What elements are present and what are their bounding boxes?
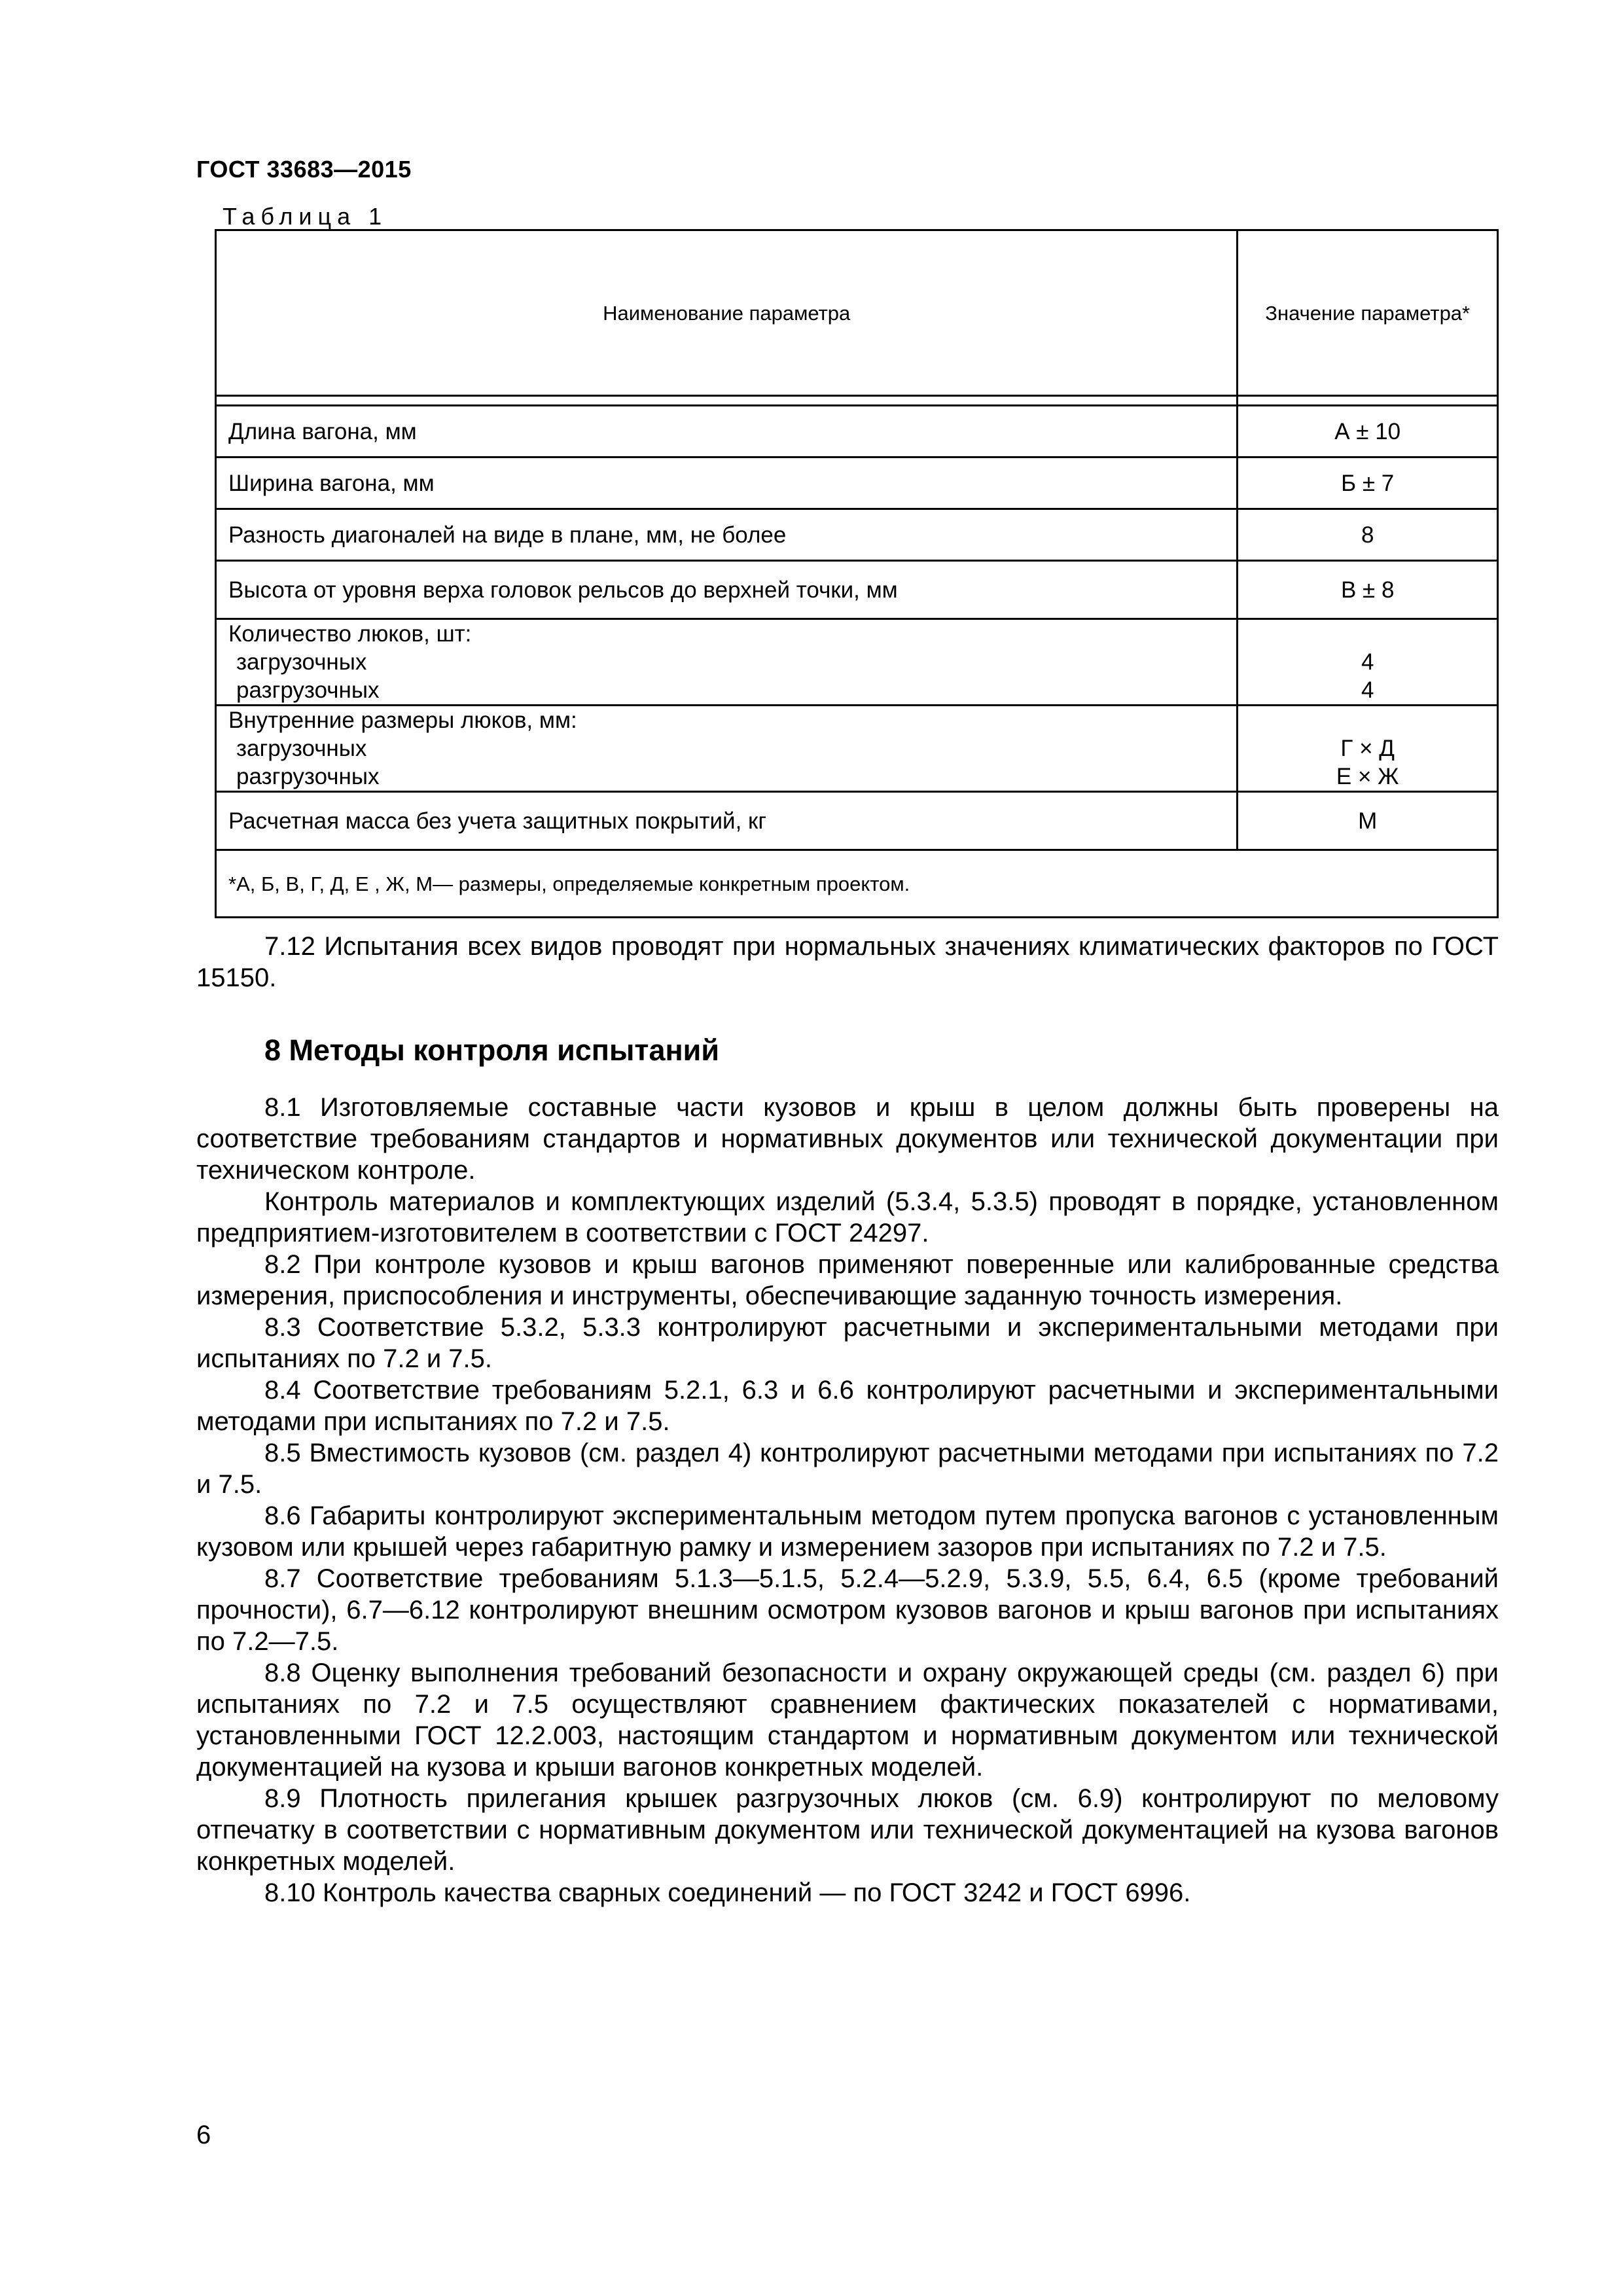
paragraph-7-12: 7.12 Испытания всех видов проводят при нормальных значениях климатических факторов по ГОСТ 15150.	[196, 932, 1499, 992]
paragraph: 8.8 Оценку выполнения требований безопасности и охрану окружающей среды (см. раздел 6) при испытаниях по 7.2 и 7.5 осуществляют сравнением фактических показателей с нормативами, установленными ГОСТ 12.2.003, настоящим стандартом и нормативным документом или технической документацией на кузова и крыши вагонов конкретных моделей.	[196, 1659, 1499, 1782]
column-header-parameter-value: Значение параметра*	[1238, 230, 1498, 396]
parameter-name: Длина вагона, мм	[216, 406, 1238, 457]
table-header-row	[216, 230, 1498, 396]
parameter-value: 4	[1361, 649, 1374, 675]
paragraph: Контроль материалов и комплектующих изделий (5.3.4, 5.3.5) проводят в порядке, установленном предприятием-изготовителем в соответствии с ГОСТ 24297.	[196, 1187, 1499, 1247]
table-row	[216, 406, 1498, 457]
parameter-name: Высота от уровня верха головок рельсов до верхней точки, мм	[216, 561, 1238, 619]
parameter-subitem: загрузочных	[236, 649, 367, 675]
document-code: ГОСТ 33683—2015	[196, 156, 412, 183]
parameter-value: Е × Ж	[1336, 764, 1399, 789]
parameter-value: 8	[1238, 509, 1498, 561]
parameter-value: Б ± 7	[1238, 457, 1498, 509]
paragraph: 8.1 Изготовляемые составные части кузовов и крыш в целом должны быть проверены на соответствие требованиям стандартов и нормативных документов или технической документации при техническом контроле.	[196, 1093, 1499, 1185]
paragraph: 8.10 Контроль качества сварных соединений — по ГОСТ 3242 и ГОСТ 6996.	[264, 1878, 1191, 1907]
parameter-value: Г × Д	[1340, 736, 1395, 761]
parameter-name: Разность диагоналей на виде в плане, мм, не более	[216, 509, 1238, 561]
parameter-value: 4	[1361, 677, 1374, 703]
parameter-name-group	[216, 706, 1238, 792]
parameter-value: М	[1238, 792, 1498, 850]
parameter-subitem: разгрузочных	[236, 677, 380, 703]
table-row	[216, 792, 1498, 850]
parameter-value-group	[1238, 706, 1498, 792]
parameter-name: Количество люков, шт:	[228, 621, 472, 647]
paragraph: 8.2 При контроле кузовов и крыш вагонов применяют поверенные или калиброванные средства измерения, приспособления и инструменты, обеспечивающие заданную точность измерения.	[196, 1250, 1499, 1310]
paragraph: 8.3 Соответствие 5.3.2, 5.3.3 контролируют расчетными и экспериментальными методами при испытаниях по 7.2 и 7.5.	[196, 1313, 1499, 1373]
table-row	[216, 457, 1498, 509]
table-row	[216, 706, 1498, 792]
table-footnote: *А, Б, В, Г, Д, Е , Ж, М— размеры, определяемые конкретным проектом.	[216, 850, 1498, 918]
paragraph: 8.9 Плотность прилегания крышек разгрузочных люков (см. 6.9) контролируют по меловому отпечатку в соответствии с нормативным документом или технической документацией на кузова вагонов конкретных моделей.	[196, 1784, 1499, 1876]
page-number: 6	[196, 2121, 211, 2149]
parameter-value: В ± 8	[1238, 561, 1498, 619]
parameter-subitem: разгрузочных	[236, 764, 380, 789]
parameter-name-group	[216, 619, 1238, 706]
column-header-parameter-name: Наименование параметра	[216, 230, 1238, 396]
section-8-heading: 8 Методы контроля испытаний	[264, 1033, 719, 1067]
table-header-separator	[216, 396, 1498, 406]
parameters-table	[215, 229, 1499, 918]
table-row	[216, 619, 1498, 706]
parameter-name: Внутренние размеры люков, мм:	[228, 708, 577, 733]
parameter-value: А ± 10	[1238, 406, 1498, 457]
body-text	[196, 931, 1499, 1909]
parameter-subitem: загрузочных	[236, 736, 367, 761]
table-row	[216, 561, 1498, 619]
parameter-value-group	[1238, 619, 1498, 706]
table-caption: Таблица 1	[223, 203, 388, 230]
paragraph: 8.6 Габариты контролируют экспериментальным методом путем пропуска вагонов с установленным кузовом или крышей через габаритную рамку и измерением зазоров при испытаниях по 7.2 и 7.5.	[196, 1501, 1499, 1562]
table-row	[216, 509, 1498, 561]
table-footnote-row	[216, 850, 1498, 918]
parameter-name: Расчетная масса без учета защитных покрытий, кг	[216, 792, 1238, 850]
paragraph: 8.5 Вместимость кузовов (см. раздел 4) контролируют расчетными методами при испытаниях по 7.2 и 7.5.	[196, 1439, 1499, 1499]
paragraph: 8.7 Соответствие требованиям 5.1.3—5.1.5, 5.2.4—5.2.9, 5.3.9, 5.5, 6.4, 6.5 (кроме требований прочности), 6.7—6.12 контролируют внешним осмотром кузовов вагонов и крыш вагонов при испытаниях по 7.2—7.5.	[196, 1564, 1499, 1656]
paragraph: 8.4 Соответствие требованиям 5.2.1, 6.3 и 6.6 контролируют расчетными и экспериментальными методами при испытаниях по 7.2 и 7.5.	[196, 1376, 1499, 1436]
parameter-name: Ширина вагона, мм	[216, 457, 1238, 509]
